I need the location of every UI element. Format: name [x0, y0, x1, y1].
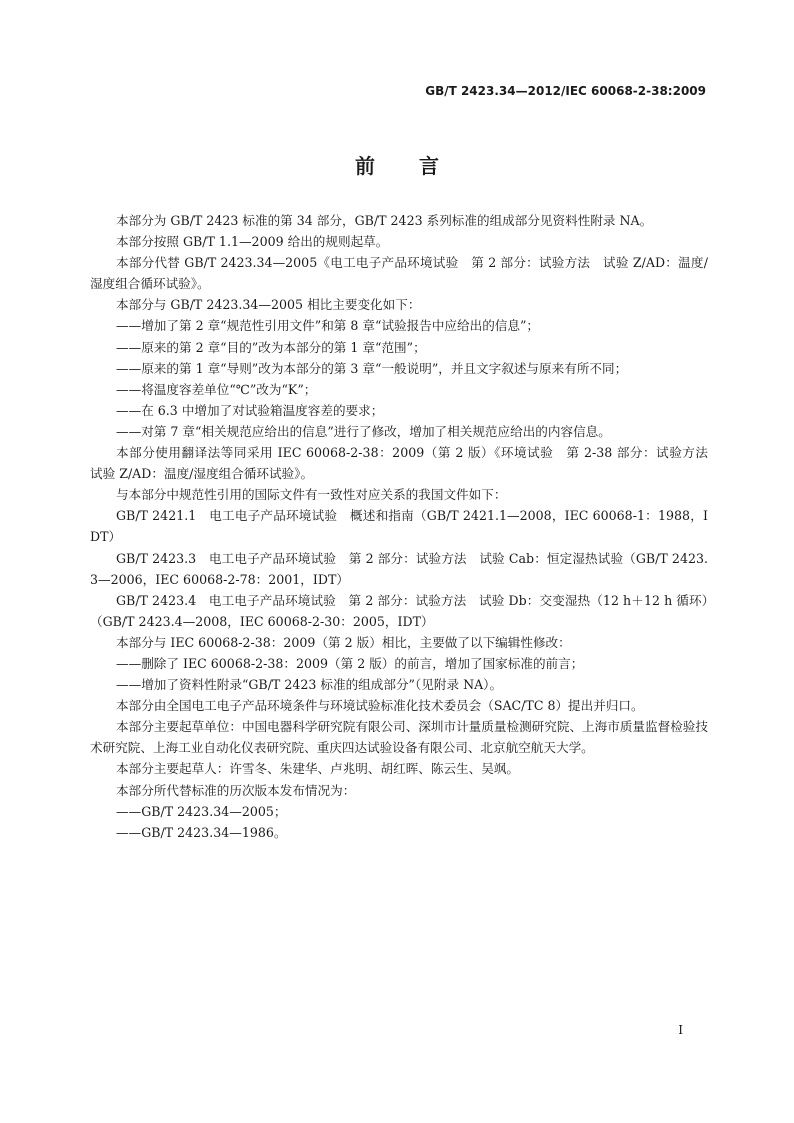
paragraph: 本部分与 GB/T 2423.34—2005 相比主要变化如下：: [116, 297, 421, 313]
list-item: ——GB/T 2423.34—1986。: [116, 824, 287, 840]
list-item: ——原来的第 1 章“导则”改为本部分的第 3 章“一般说明”，并且文字叙述与原来有所不同；: [116, 360, 628, 376]
foreword-body: [90, 210, 721, 843]
paragraph: 本部分主要起草人：许雪冬、朱建华、卢兆明、胡红晖、陈云生、吴飒。: [116, 761, 519, 777]
list-item: ——GB/T 2423.34—2005；: [116, 803, 287, 819]
reference-entry: GB/T 2421.1 电工电子产品环境试验 概述和指南（GB/T 2421.1—2008，IEC 60068-1：1988，IDT）: [90, 508, 708, 545]
list-item: ——原来的第 2 章“目的”改为本部分的第 1 章“范围”；: [116, 339, 426, 355]
list-item: ——对第 7 章“相关规范应给出的信息”进行了修改，增加了相关规范应给出的内容信息。: [116, 423, 611, 439]
list-item: ——在 6.3 中增加了对试验箱温度容差的要求；: [116, 402, 384, 418]
paragraph: 本部分代替 GB/T 2423.34—2005《电工电子产品环境试验 第 2 部分：试验方法 试验 Z/AD：温度/湿度组合循环试验》。: [90, 255, 708, 292]
list-item: ——将温度容差单位“℃”改为“K”；: [116, 381, 317, 397]
paragraph: 本部分使用翻译法等同采用 IEC 60068-2-38：2009（第 2 版）《环境试验 第 2-38 部分：试验方法 试验 Z/AD：温度/湿度组合循环试验》。: [90, 445, 721, 482]
paragraph: 本部分所代替标准的历次版本发布情况为：: [116, 782, 356, 798]
list-item: ——增加了第 2 章“规范性引用文件”和第 8 章“试验报告中应给出的信息”；: [116, 318, 540, 334]
page-title: 前言: [355, 154, 483, 178]
page-number: I: [678, 1023, 683, 1037]
paragraph: 本部分由全国电工电子产品环境条件与环境试验标准化技术委员会（SAC/TC 8）提出并归口。: [116, 698, 644, 714]
standard-code-header: GB/T 2423.34—2012/IEC 60068-2-38:2009: [425, 84, 706, 98]
paragraph: 本部分主要起草单位：中国电器科学研究院有限公司、深圳市计量质量检测研究院、上海市质量监督检验技术研究院、上海工业自动化仪表研究院、重庆四达试验设备有限公司、北京航空航天大学。: [90, 719, 708, 756]
paragraph: 本部分为 GB/T 2423 标准的第 34 部分，GB/T 2423 系列标准的组成部分见资料性附录 NA。: [116, 213, 653, 228]
list-item: ——增加了资料性附录“GB/T 2423 标准的组成部分”（见附录 NA）。: [116, 677, 503, 693]
reference-entry: GB/T 2423.4 电工电子产品环境试验 第 2 部分：试验方法 试验 Db：交变湿热（12 h＋12 h 循环）（GB/T 2423.4—2008，IEC 60068-2-30：2005，IDT）: [90, 592, 708, 629]
list-item: ——删除了 IEC 60068-2-38：2009（第 2 版）的前言，增加了国家标准的前言；: [116, 655, 584, 671]
paragraph: 本部分与 IEC 60068-2-38：2009（第 2 版）相比，主要做了以下编辑性修改：: [116, 634, 571, 650]
paragraph: 本部分按照 GB/T 1.1—2009 给出的规则起草。: [116, 234, 389, 250]
reference-entry: GB/T 2423.3 电工电子产品环境试验 第 2 部分：试验方法 试验 Cab：恒定湿热试验（GB/T 2423.3—2006，IEC 60068-2-78：2001，IDT）: [90, 550, 708, 587]
paragraph: 与本部分中规范性引用的国际文件有一致性对应关系的我国文件如下：: [116, 487, 507, 503]
